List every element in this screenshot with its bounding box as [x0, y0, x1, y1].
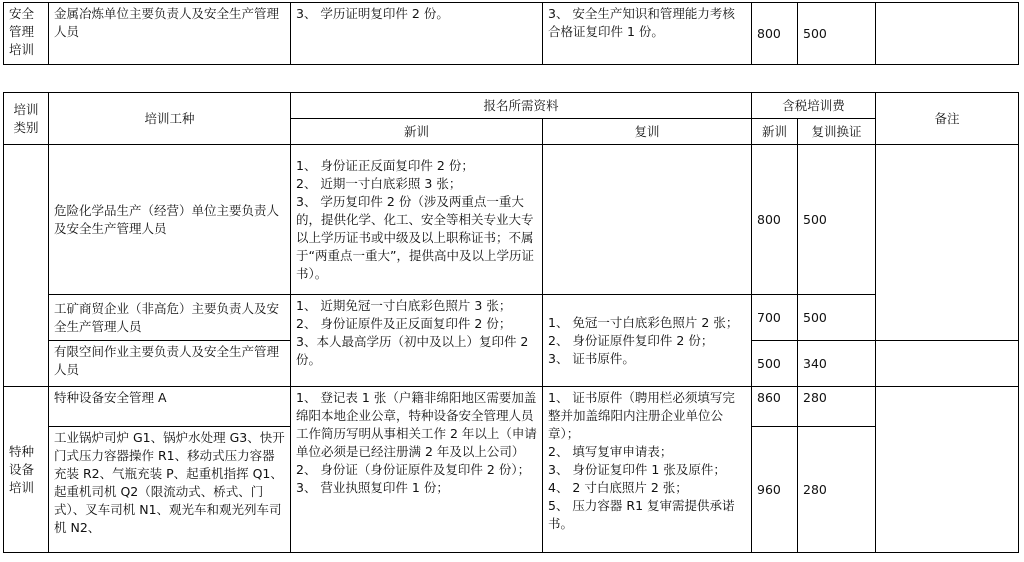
header-renew: 复训	[543, 119, 752, 145]
renew-requirements-mining: 1、 免冠一寸白底彩色照片 2 张； 2、 身份证原件复印件 2 份； 3、 证书原件。	[543, 295, 752, 387]
fee-renew-confined-space: 340	[798, 341, 876, 387]
job-special-operators: 工业锅炉司炉 G1、锅炉水处理 G3、快开门式压力容器操作 R1、移动式压力容器充装 R2、气瓶充装 P、起重机指挥 Q1、起重机司机 Q2（限流动式、桥式、门式）、叉车司机 N1、观光车和观光列车司机 N2、	[49, 427, 291, 553]
fee-renew-metallurgy: 500	[798, 3, 876, 65]
fee-new-hazchem: 800	[752, 145, 798, 295]
fee-new-special-a: 860	[752, 387, 798, 427]
fee-renew-mining: 500	[798, 295, 876, 341]
category-safety-management: 安全 管理 培训	[4, 3, 49, 65]
header-fee: 含税培训费	[752, 93, 876, 119]
training-table	[3, 92, 1019, 553]
fee-renew-hazchem: 500	[798, 145, 876, 295]
job-special-safety-a: 特种设备安全管理 A	[49, 387, 291, 427]
fee-renew-special-operators: 280	[798, 427, 876, 553]
new-requirements-hazchem: 1、 身份证正反面复印件 2 份； 2、 近期一寸白底彩照 3 张； 3、 学历复印件 2 份（涉及两重点一重大的，提供化学、化工、安全等相关专业大专以上学历证书或中级及以上职称证书；不属于“两重点一重大”，提供高中及以上学历证书）。	[291, 145, 543, 295]
renew-requirements-hazchem	[543, 145, 752, 295]
job-hazchem: 危险化学品生产（经营）单位主要负责人及安全生产管理人员	[49, 145, 291, 295]
header-notes: 备注	[876, 93, 1019, 145]
fee-new-confined-space: 500	[752, 341, 798, 387]
new-requirements-mining: 1、 近期免冠一寸白底彩色照片 3 张； 2、 身份证原件及正反面复印件 2 份； 3、本人最高学历（初中及以上）复印件 2 份。	[291, 295, 543, 387]
header-job: 培训工种	[49, 93, 291, 145]
header-materials: 报名所需资料	[291, 93, 752, 119]
top-fragment-table	[3, 2, 1019, 65]
header-new: 新训	[291, 119, 543, 145]
notes-confined-space	[876, 341, 1019, 387]
header-fee-new: 新训	[752, 119, 798, 145]
renew-requirements-special: 1、 证书原件（聘用栏必须填写完整并加盖绵阳内注册企业单位公章）； 2、 填写复审申请表； 3、 身份证复印件 1 张及原件； 4、 2 寸白底照片 2 张； 5、 压力容器 R1 复审需提供承诺书。	[543, 387, 752, 553]
category-safety-blank	[4, 145, 49, 387]
job-metallurgy: 金属冶炼单位主要负责人及安全生产管理人员	[49, 3, 291, 65]
job-mining: 工矿商贸企业（非高危）主要负责人及安全生产管理人员	[49, 295, 291, 341]
renew-requirements-metallurgy: 3、 安全生产知识和管理能力考核合格证复印件 1 份。	[543, 3, 752, 65]
job-confined-space: 有限空间作业主要负责人及安全生产管理人员	[49, 341, 291, 387]
notes-special	[876, 387, 1019, 553]
header-fee-renew: 复训换证	[798, 119, 876, 145]
fee-renew-special-a: 280	[798, 387, 876, 427]
new-requirements-metallurgy: 3、 学历证明复印件 2 份。	[291, 3, 543, 65]
category-special-equipment: 特种 设备 培训	[4, 387, 49, 553]
header-category: 培训 类别	[4, 93, 49, 145]
fee-new-mining: 700	[752, 295, 798, 341]
fee-new-special-operators: 960	[752, 427, 798, 553]
notes-metallurgy	[876, 3, 1019, 65]
notes-hazchem	[876, 145, 1019, 341]
new-requirements-special: 1、 登记表 1 张（户籍非绵阳地区需要加盖绵阳本地企业公章，特种设备安全管理人员工作简历写明从事相关工作 2 年以上（申请单位必须是已经注册满 2 年及以上公司） 2、 身份证（身份证原件及复印件 2 份）； 3、 营业执照复印件 1 份；	[291, 387, 543, 553]
fee-new-metallurgy: 800	[752, 3, 798, 65]
